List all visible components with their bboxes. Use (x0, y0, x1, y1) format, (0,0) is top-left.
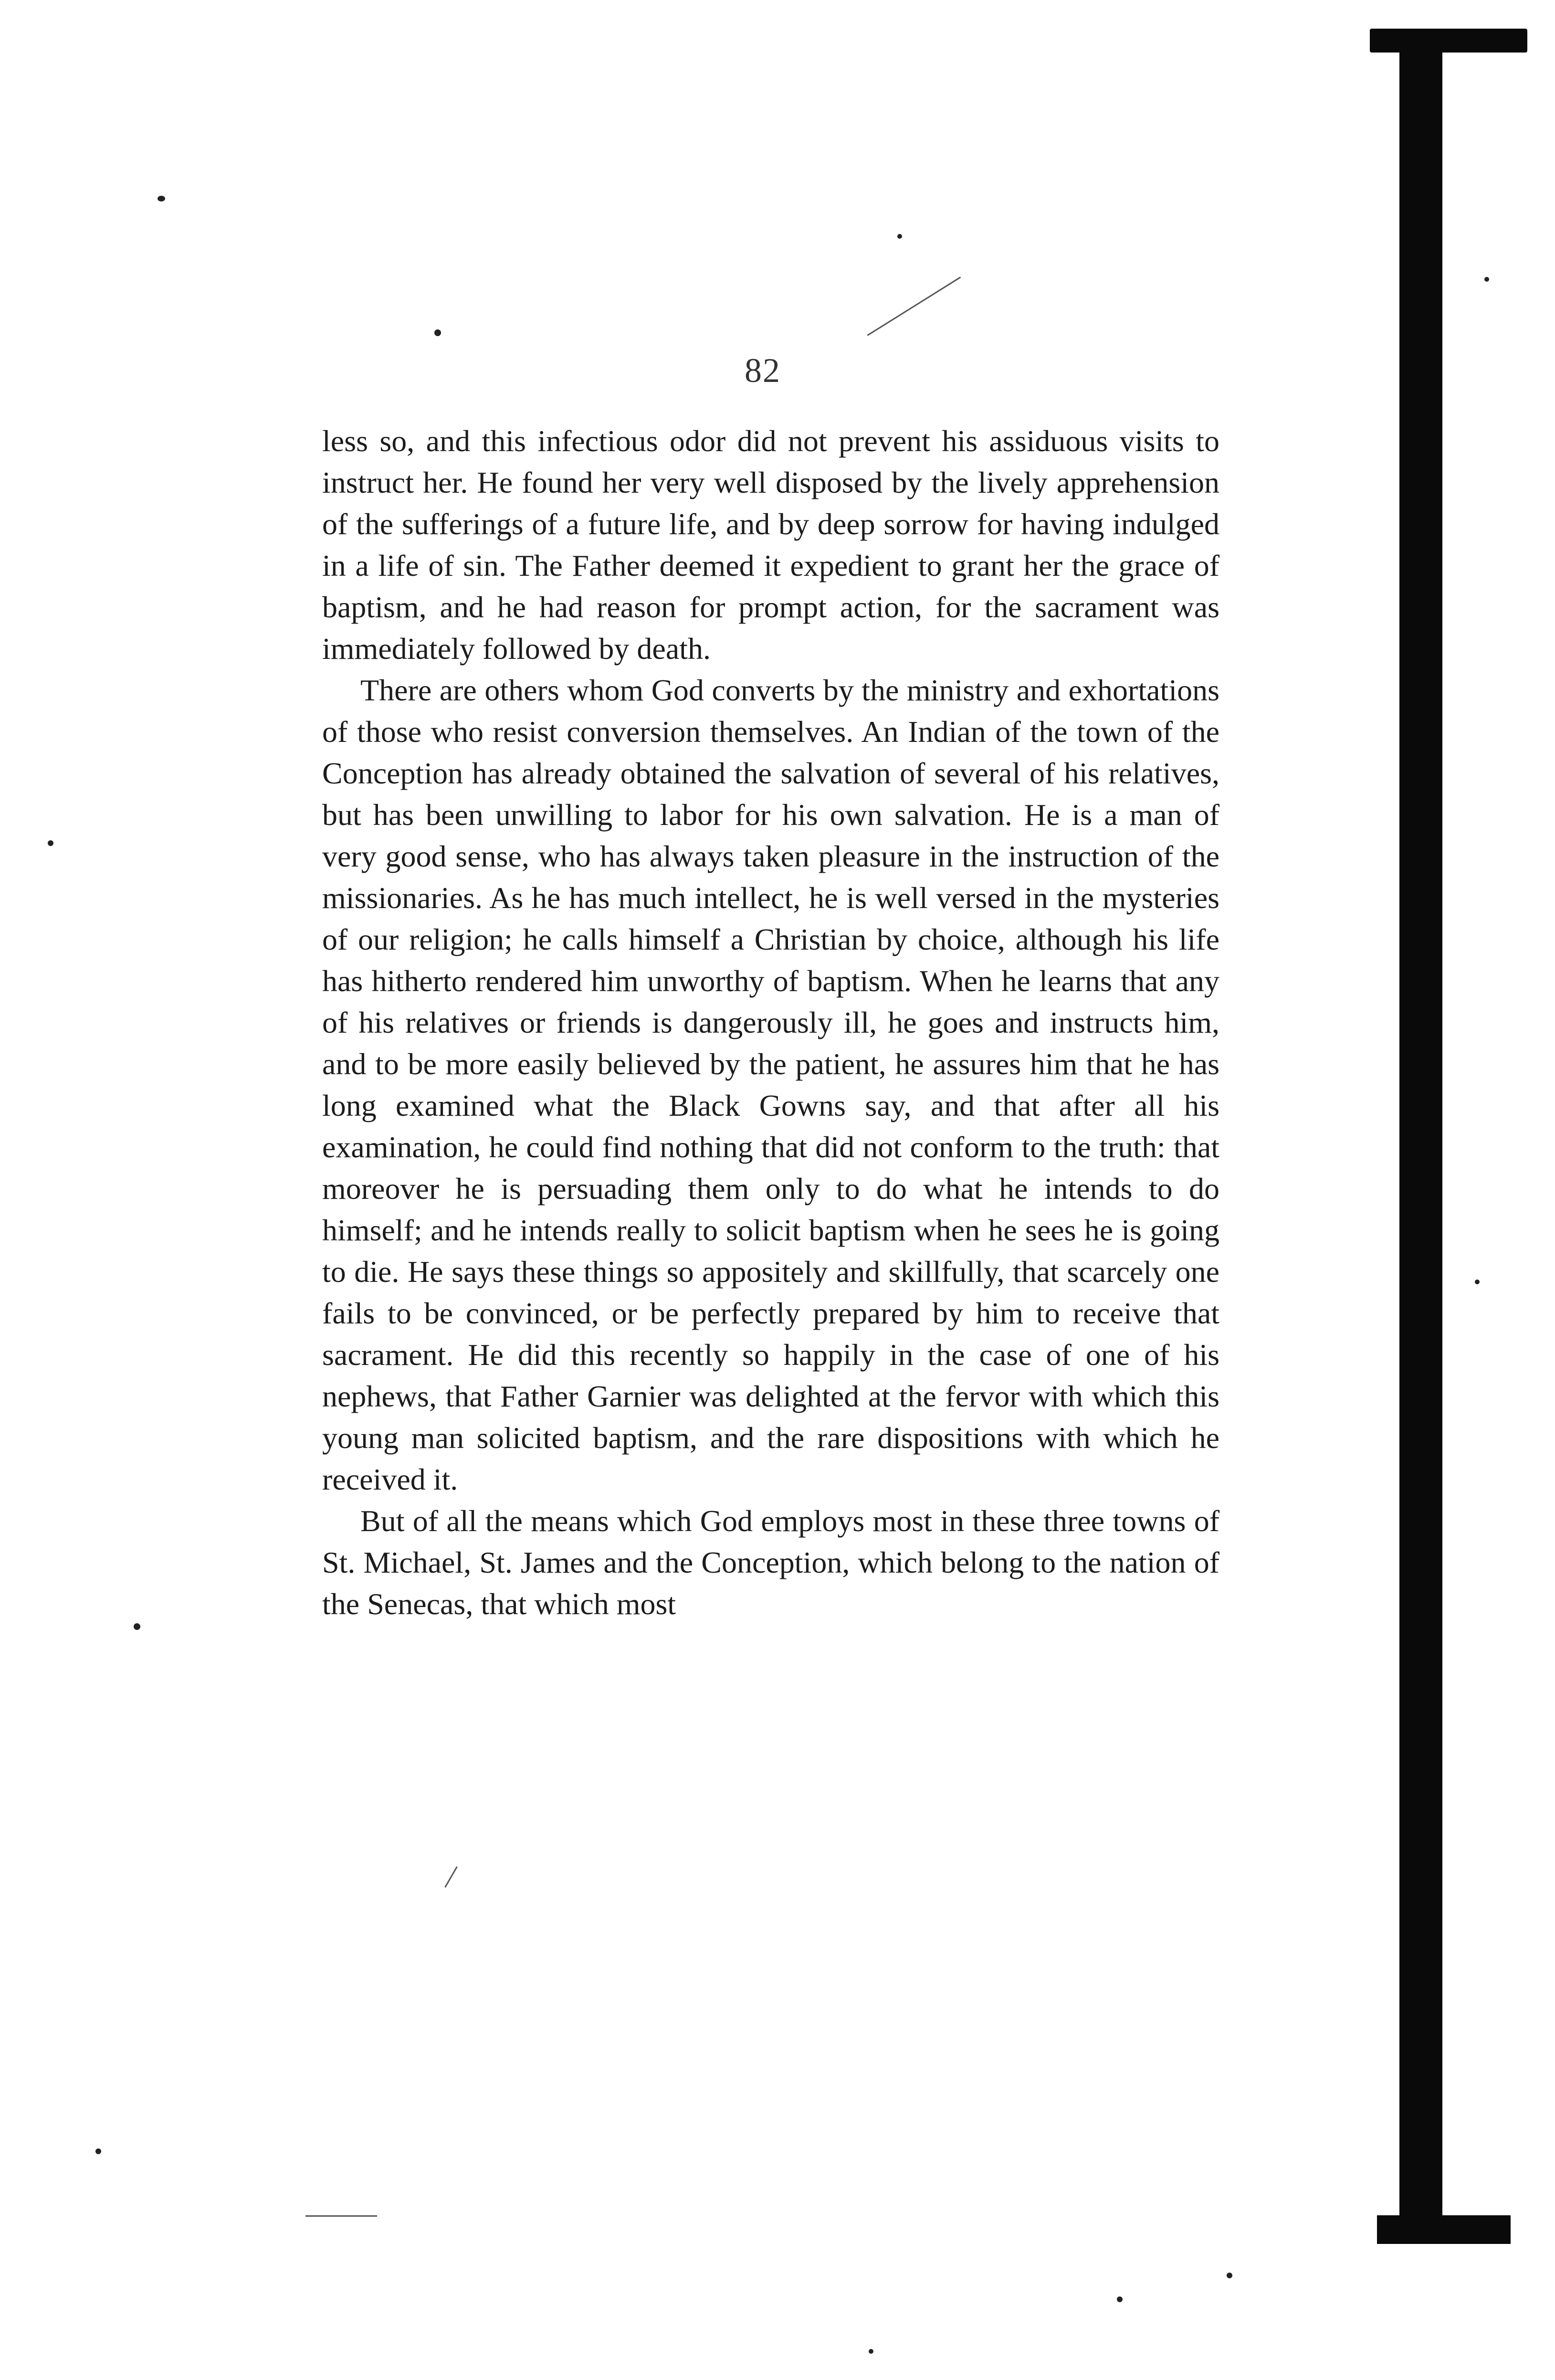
scan-speck (95, 2148, 101, 2154)
scan-speck (869, 2349, 873, 2354)
binding-edge-top (1370, 29, 1527, 53)
paragraph-continuation: less so, and this infectious odor did not prevent his assiduous visits to instruct her. He found her very well disposed by the lively apprehension of the sufferings of a future life, and by deep sorrow for having indulged in a life of sin. The Father deemed it expedient to grant her the grace of baptism, and he had reason for prompt action, for the sacrament was immediately followed by death. (322, 424, 1219, 666)
binding-edge (1399, 43, 1442, 2225)
scan-mark (444, 1866, 458, 1888)
scan-speck (1117, 2296, 1123, 2302)
scan-speck (1475, 1280, 1480, 1284)
scan-speck (134, 1623, 140, 1630)
page-number: 82 (745, 351, 781, 390)
paragraph-means-of-god: But of all the means which God employs most in these three towns of St. Michael, St. James and the Conception, which belong to the nation of the Senecas, that which most (322, 1504, 1219, 1621)
body-text (322, 420, 1219, 1625)
scan-mark (867, 276, 961, 336)
scan-speck (158, 196, 165, 201)
scan-speck (48, 840, 53, 846)
scan-speck (1227, 2273, 1232, 2278)
scan-speck (897, 234, 902, 239)
scan-mark (305, 2215, 377, 2217)
scan-speck (434, 329, 441, 336)
scan-speck (1484, 277, 1489, 282)
binding-edge-bottom (1377, 2215, 1511, 2244)
paragraph-indian-of-conception: There are others whom God converts by the ministry and exhortations of those who resist conversion themselves. An Indian of the town of the Conception has already obtained the salvation of several of his relatives, but has been unwilling to labor for his own salvation. He is a man of very good sense, who has always taken pleasure in the instruction of the missionaries. As he has much intellect, he is well versed in the mysteries of our religion; he calls himself a Christian by choice, although his life has hitherto rendered him unworthy of baptism. When he learns that any of his relatives or friends is dangerously ill, he goes and instructs him, and to be more easily believed by the patient, he assures him that he has long examined what the Black Gowns say, and that after all his examination, he could find nothing that did not conform to the truth: that moreover he is persuading them only to do what he intends to do himself; and he intends really to solicit baptism when he sees he is going to die. He says these things so appositely and skillfully, that scarcely one fails to be convinced, or be perfectly prepared by him to receive that sacrament. He did this recently so happily in the case of one of his nephews, that Father Garnier was delighted at the fervor with which this young man solicited baptism, and the rare dispositions with which he received it. (322, 673, 1219, 1496)
